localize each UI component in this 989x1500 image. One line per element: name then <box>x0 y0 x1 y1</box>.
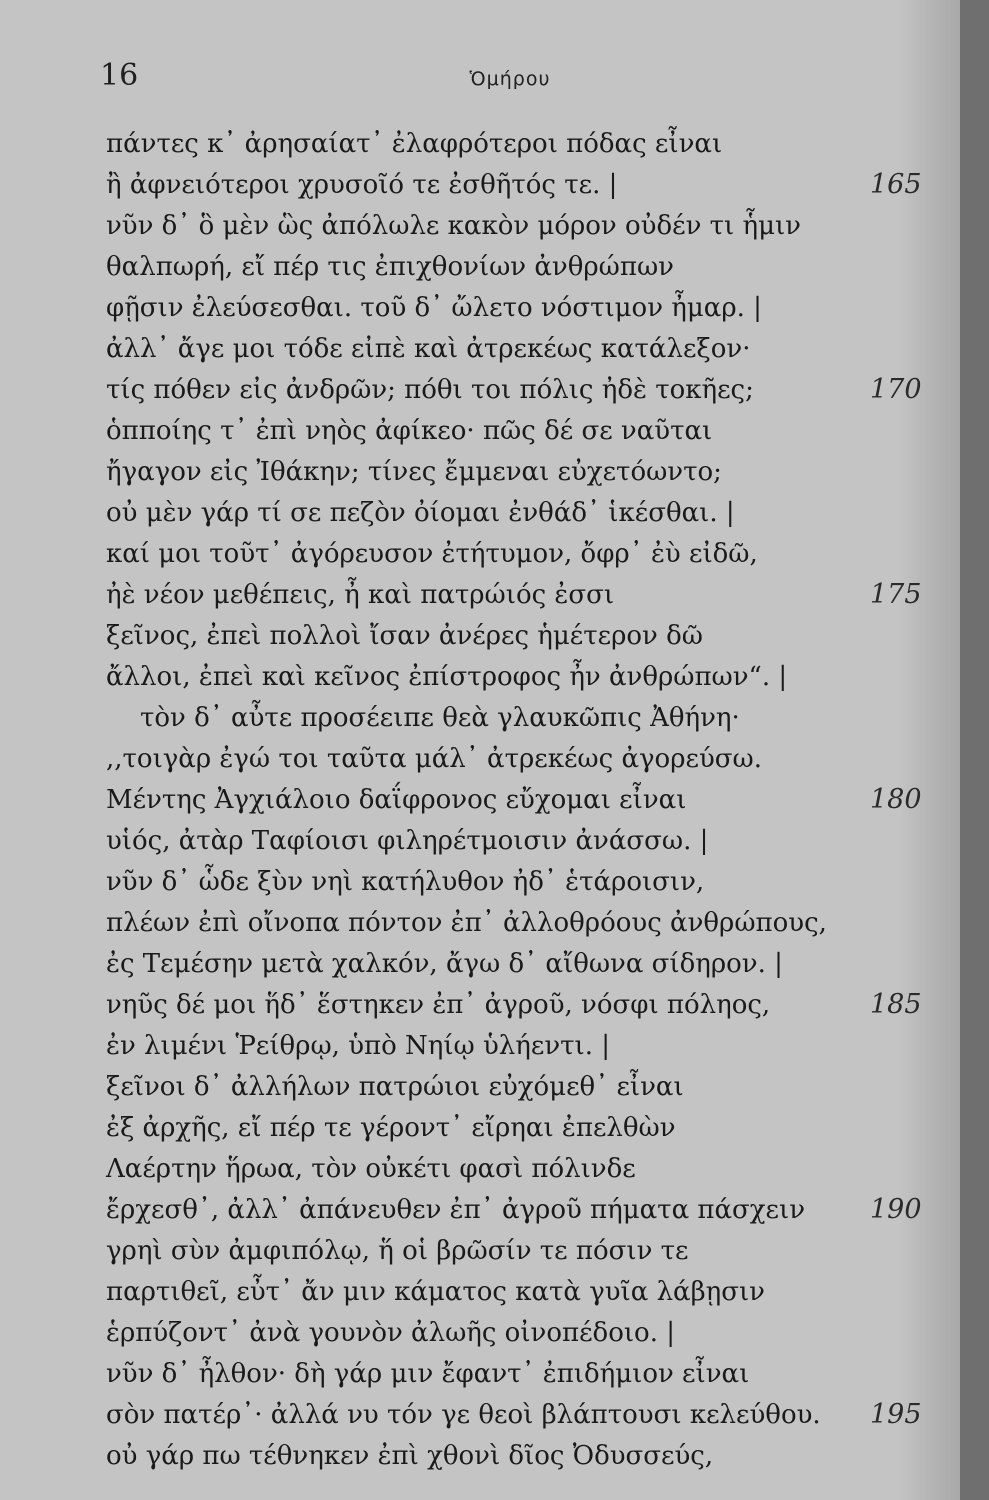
verse-line <box>0 905 960 946</box>
verse-line <box>0 823 960 864</box>
verse-text: νῦν δ᾽ ὃ μὲν ὣς ἀπόλωλε κακὸν μόρον οὐδέν τι ἧμιν <box>106 211 801 241</box>
verse-line <box>0 987 960 1028</box>
running-head: Ὁμήρου <box>469 68 551 90</box>
verse-text: ἐς Τεμέσην μετὰ χαλκόν, ἄγω δ᾽ αἴθωνα σίδηρον. | <box>106 949 783 979</box>
verse-text: ἀλλ᾽ ἄγε μοι τόδε εἰπὲ καὶ ἀτρεκέως κατάλεξον· <box>106 334 751 364</box>
verse-text: ἐν λιμένι Ῥείθρῳ, ὑπὸ Νηίῳ ὑλήεντι. | <box>106 1031 611 1061</box>
verse-line <box>0 290 960 331</box>
verse-text: πλέων ἐπὶ οἴνοπα πόντον ἐπ᾽ ἀλλοθρόους ἀνθρώπους, <box>106 908 827 938</box>
verse-line <box>0 536 960 577</box>
line-number-label: 195 <box>870 1399 922 1430</box>
verse-line <box>0 1356 960 1397</box>
page-number: 16 <box>100 58 139 93</box>
line-number-label: 190 <box>870 1194 922 1225</box>
verse-line <box>0 1397 960 1438</box>
verse-line <box>0 1192 960 1233</box>
verse-text: ἔρχεσθ᾽, ἀλλ᾽ ἀπάνευθεν ἐπ᾽ ἀγροῦ πήματα πάσχειν <box>106 1195 806 1225</box>
verse-line <box>0 1151 960 1192</box>
verse-line <box>0 864 960 905</box>
line-number-label: 180 <box>870 784 922 815</box>
verse-line <box>0 331 960 372</box>
verse-text: υἱός, ἀτὰρ Ταφίοισι φιληρέτμοισιν ἀνάσσω. | <box>106 826 709 856</box>
verse-line <box>0 495 960 536</box>
verse-line <box>0 946 960 987</box>
verse-line <box>0 618 960 659</box>
verse-text: παρτιθεῖ, εὖτ᾽ ἄν μιν κάματος κατὰ γυῖα λάβῃσιν <box>106 1277 765 1307</box>
verse-text: ἢ ἀφνειότεροι χρυσοῖό τε ἐσθῆτός τε. | <box>106 170 618 200</box>
page-header <box>0 54 960 94</box>
verse-line <box>0 1028 960 1069</box>
verse-line <box>0 1233 960 1274</box>
verse-line <box>0 126 960 167</box>
verse-line <box>0 577 960 618</box>
verse-text: ἤγαγον εἰς Ἰθάκην; τίνες ἔμμεναι εὐχετόωντο; <box>106 457 722 487</box>
verse-text: θαλπωρή, εἴ πέρ τις ἐπιχθονίων ἀνθρώπων <box>106 252 674 282</box>
verse-line <box>0 1438 960 1479</box>
verse-text: οὐ μὲν γάρ τί σε πεζὸν ὀίομαι ἐνθάδ᾽ ἱκέσθαι. | <box>106 498 735 528</box>
verse-block <box>0 126 960 1479</box>
verse-text: Λαέρτην ἥρωα, τὸν οὐκέτι φασὶ πόλινδε <box>106 1154 636 1184</box>
verse-line <box>0 208 960 249</box>
verse-line <box>0 782 960 823</box>
verse-text: γρηὶ σὺν ἀμφιπόλῳ, ἥ οἱ βρῶσίν τε πόσιν τε <box>106 1236 689 1266</box>
verse-text: ἠὲ νέον μεθέπεις, ἦ καὶ πατρώιός ἐσσι <box>106 580 615 610</box>
verse-text: ξεῖνοι δ᾽ ἀλλήλων πατρώιοι εὐχόμεθ᾽ εἶναι <box>106 1072 684 1102</box>
verse-text: ἄλλοι, ἐπεὶ καὶ κεῖνος ἐπίστροφος ἦν ἀνθρώπων“. | <box>106 662 788 692</box>
verse-text: σὸν πατέρ᾽· ἀλλά νυ τόν γε θεοὶ βλάπτουσι κελεύθου. <box>106 1400 821 1430</box>
verse-text: φῇσιν ἐλεύσεσθαι. τοῦ δ᾽ ὤλετο νόστιμον ἦμαρ. | <box>106 293 762 323</box>
verse-line <box>0 659 960 700</box>
verse-line <box>0 372 960 413</box>
verse-line <box>0 454 960 495</box>
verse-text: τίς πόθεν εἰς ἀνδρῶν; πόθι τοι πόλις ἠδὲ τοκῆες; <box>106 375 754 405</box>
line-number-label: 175 <box>870 579 922 610</box>
verse-text: νῦν δ᾽ ἦλθον· δὴ γάρ μιν ἔφαντ᾽ ἐπιδήμιον εἶναι <box>106 1359 750 1389</box>
verse-text: ἐξ ἀρχῆς, εἴ πέρ τε γέροντ᾽ εἴρηαι ἐπελθὼν <box>106 1113 676 1143</box>
verse-line <box>0 1274 960 1315</box>
verse-text: τὸν δ᾽ αὖτε προσέειπε θεὰ γλαυκῶπις Ἀθήνη· <box>140 703 740 733</box>
verse-text: ὁπποίης τ᾽ ἐπὶ νηὸς ἀφίκεο· πῶς δέ σε ναῦται <box>106 416 713 446</box>
verse-line <box>0 741 960 782</box>
verse-text: Μέντης Ἀγχιάλοιο δαΐφρονος εὔχομαι εἶναι <box>106 785 687 815</box>
verse-text: ,,τοιγὰρ ἐγώ τοι ταῦτα μάλ᾽ ἀτρεκέως ἀγορεύσω. <box>106 744 762 774</box>
verse-line <box>0 249 960 290</box>
line-number-label: 185 <box>870 989 922 1020</box>
verse-text: νῦν δ᾽ ὧδε ξὺν νηὶ κατήλυθον ἠδ᾽ ἑτάροισιν, <box>106 867 705 897</box>
verse-text: ἑρπύζοντ᾽ ἀνὰ γουνὸν ἀλωῆς οἰνοπέδοιο. | <box>106 1318 675 1348</box>
verse-text: νηῦς δέ μοι ἥδ᾽ ἕστηκεν ἐπ᾽ ἀγροῦ, νόσφι πόληος, <box>106 990 771 1020</box>
verse-line <box>0 700 960 741</box>
verse-text: οὐ γάρ πω τέθνηκεν ἐπὶ χθονὶ δῖος Ὀδυσσεύς, <box>106 1441 714 1471</box>
line-number-label: 165 <box>870 169 922 200</box>
verse-line <box>0 1110 960 1151</box>
verse-line <box>0 413 960 454</box>
verse-line <box>0 1315 960 1356</box>
verse-line <box>0 1069 960 1110</box>
verse-text: ξεῖνος, ἐπεὶ πολλοὶ ἴσαν ἀνέρες ἡμέτερον δῶ <box>106 621 703 651</box>
verse-line <box>0 167 960 208</box>
verse-text: καί μοι τοῦτ᾽ ἀγόρευσον ἐτήτυμον, ὄφρ᾽ ἐὺ εἰδῶ, <box>106 539 758 569</box>
verse-text: πάντες κ᾽ ἀρησαίατ᾽ ἐλαφρότεροι πόδας εἶναι <box>106 129 723 159</box>
line-number-label: 170 <box>870 374 922 405</box>
